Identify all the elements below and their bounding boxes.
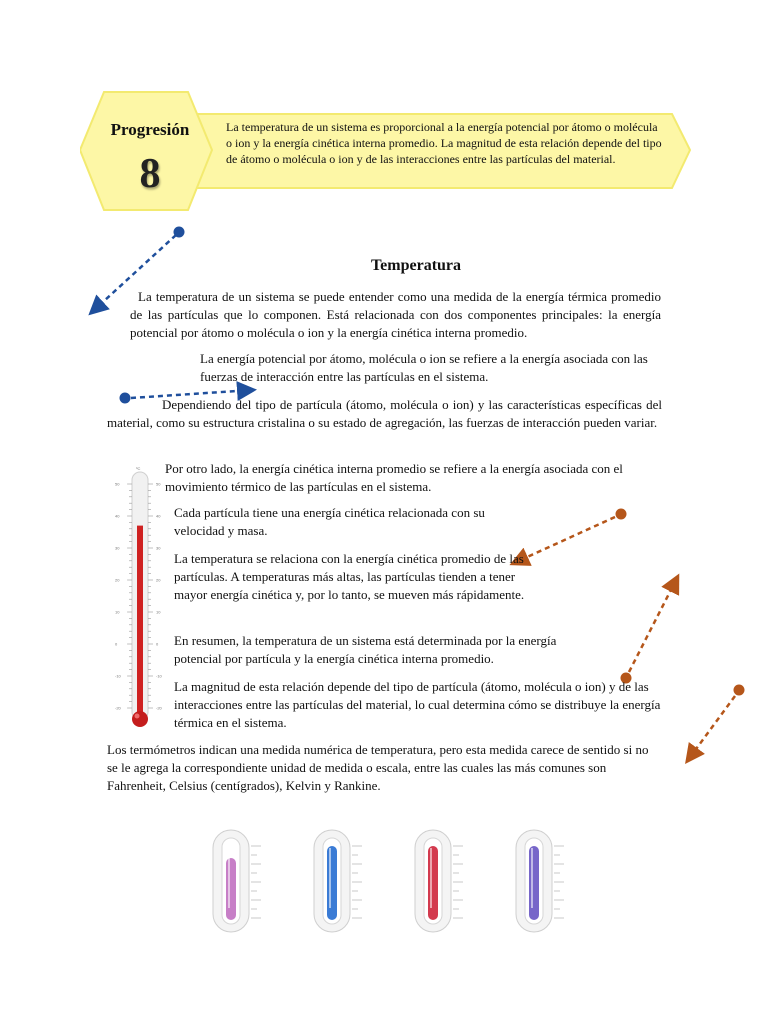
tubes-row [205, 826, 575, 938]
thermometer-tick-label: 30 [156, 545, 161, 551]
thermometer-tick-label: 40 [156, 513, 161, 519]
thermometer-tick-label: -10 [156, 673, 162, 679]
thermometer-tick-label: -10 [115, 673, 121, 679]
test-tube [213, 830, 261, 932]
thermometer-tick-label: 20 [115, 577, 120, 583]
paragraph-particle-type: Dependiendo del tipo de partícula (átomo, molécula o ion) y las características específicas del material, como su estructura cristalina o su estado de agregación, las fuerzas de interacción pueden variar. [107, 397, 662, 430]
progression-number: 8 [139, 151, 161, 197]
thermometer-tick-label: 50 [115, 481, 120, 487]
thermometer-tick-label: 0 [115, 641, 118, 647]
test-tube [314, 830, 362, 932]
thermometer-tick-label: 20 [156, 577, 161, 583]
paragraph-magnitude: La magnitud de esta relación depende del tipo de partícula (átomo, molécula o ion) y de las interacciones entre las partículas del material, lo cual determina cómo se distribuye la energía térmica en el sistema. [174, 679, 661, 730]
thermometer-tick-label: -20 [115, 705, 121, 711]
paragraph-particle-velocity: Cada partícula tiene una energía cinética relacionada con su velocidad y masa. [174, 505, 485, 538]
paragraph-potential-energy: La energía potencial por átomo, molécula o ion se refiere a la energía asociada con las fuerzas de interacción entre las partículas en el sistema. [200, 351, 648, 384]
paragraph-thermometers: Los termómetros indican una medida numérica de temperatura, pero esta medida carece de sentido si no se le agrega la correspondiente unidad de medida o escala, entre las cuales las más comunes son Fahrenheit, Celsius (centígrados), Kelvin y Rankine. [107, 742, 649, 793]
orange-arrow-2 [621, 578, 678, 684]
test-tube [516, 830, 564, 932]
thermometer-tick-label: 50 [156, 481, 161, 487]
progression-label: Progresión [110, 120, 190, 139]
thermometer-tick-label: 10 [156, 609, 161, 615]
thermometer-tick-label: -20 [156, 705, 162, 711]
paragraph-kinetic-energy: Por otro lado, la energía cinética interna promedio se refiere a la energía asociada con el movimiento térmico de las partículas en el sistema. [165, 461, 623, 494]
thermometer-illustration [112, 462, 168, 732]
thermometer-tick-label: 10 [115, 609, 120, 615]
thermometer-tick-label: 30 [115, 545, 120, 551]
paragraph-summary: En resumen, la temperatura de un sistema está determinada por la energía potencial por partícula y la energía cinética interna promedio. [174, 633, 557, 666]
thermometer-unit: ºC [136, 466, 141, 471]
paragraph-temperature-relation: La temperatura se relaciona con la energía cinética promedio de las partículas. A temperaturas más altas, las partículas tienden a tener mayor energía cinética y, por lo tanto, se mueven más rápidamente. [174, 551, 525, 602]
orange-arrow-3 [688, 685, 745, 761]
section-title: Temperatura [370, 257, 462, 274]
thermometer-bulb [132, 711, 148, 727]
thermometer-tick-label: 0 [156, 641, 159, 647]
test-tube [415, 830, 463, 932]
paragraph-intro: La temperatura de un sistema se puede entender como una medida de la energía térmica promedio de las partículas que lo componen. Está relacionada con dos componentes principales: la energía potencial por átomo o molécula o ion y la energía cinética interna promedio. [130, 289, 661, 340]
thermometer-fill [137, 526, 143, 714]
progression-summary: La temperatura de un sistema es proporcional a la energía potencial por átomo o molécula o ion y la energía cinética interna promedio. La magnitud de esta relación depende del tipo de átomo o molécula o ion y de las interacciones entre las partículas del material. [226, 120, 662, 166]
thermometer-tick-label: 40 [115, 513, 120, 519]
